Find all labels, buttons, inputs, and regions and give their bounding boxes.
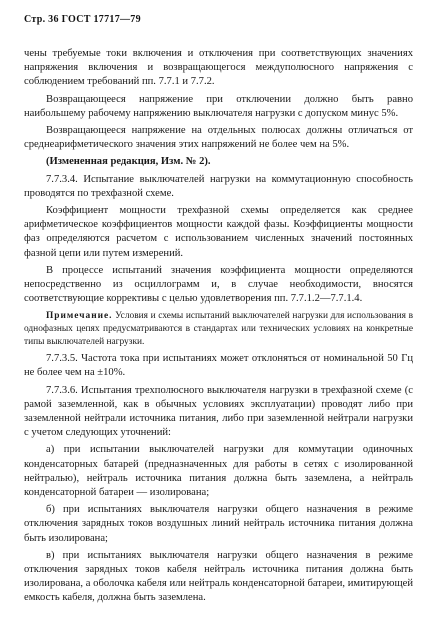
list-item-b: б) при испытаниях выключателя нагрузки общего назначения в режиме отключения зарядных токов воздушных линий нейтраль источника питания должна быть изолирована; bbox=[24, 504, 413, 544]
footnote-label: Примечание. bbox=[46, 311, 113, 322]
paragraph-return-voltage: Возвращающееся напряжение при отключении должно быть равно наибольшему рабочему напряжению выключателя нагрузки с допуском минус 5%. bbox=[24, 93, 413, 119]
footnote bbox=[24, 310, 413, 348]
list-item-c: в) при испытаниях выключателя нагрузки общего назначения в режиме отключения зарядных токов кабеля нейтраль источника питания должна быть изолирована, а оболочка кабеля или нейтраль конденсаторной батареи, имитирующей емкость кабеля, должна быть заземлена. bbox=[24, 549, 413, 604]
page-header: Стр. 36 ГОСТ 17717—79 bbox=[24, 14, 141, 25]
paragraph-oscillograms: В процессе испытаний значения коэффициента мощности определяются непосредственно из осциллограмм и, в случае необходимости, вносятся соответствующие коррективы с целью удовлетворения пп. 7.7.1.2—7.7.1.4. bbox=[24, 264, 413, 305]
paragraph-7-7-3-5: 7.7.3.5. Частота тока при испытаниях может отклоняться от номинальной 50 Гц не более чем на ±10%. bbox=[24, 353, 413, 379]
revision-note: (Измененная редакция, Изм. № 2). bbox=[46, 156, 211, 168]
footnote-text: Условия и схемы испытаний выключателей нагрузки для использования в однофазных цепях предусматриваются в стандартах или технических условиях на конкретные типы выключателей нагрузки. bbox=[24, 311, 413, 347]
list-item-a: а) при испытании выключателей нагрузки для коммутации одиночных конденсаторных батарей (предназначенных для работы в сетях с изолированной нейтралью), нейтраль источника питания должна быть заземлена, а нейтраль конденсаторной батареи — изолирована; bbox=[24, 444, 413, 499]
paragraph-7-7-3-6: 7.7.3.6. Испытания трехполюсного выключателя нагрузки в трехфазной схеме (с рамой заземленной, как в обычных условиях эксплуатации) проводят либо при заземленной нейтрали источника питания, либо при заземленной нейтрали нагрузки с учетом следующих уточнений: bbox=[24, 384, 413, 439]
paragraph-continuation: чены требуемые токи включения и отключения при соответствующих значениях напряжения включения и возвращающегося междуполюсного напряжения с соблюдением требований пп. 7.7.1 и 7.7.2. bbox=[24, 48, 413, 88]
paragraph-power-factor: Коэффициент мощности трехфазной схемы определяется как среднее арифметическое коэффициентов мощности каждой фазы. Коэффициенты мощности фаз определяются расчетом с использованием численных значений постоянных фазной цепи или путем измерений. bbox=[24, 205, 413, 259]
paragraph-7-7-3-4: 7.7.3.4. Испытание выключателей нагрузки на коммутационную способность проводятся по трехфазной схеме. bbox=[24, 173, 413, 199]
paragraph-pole-voltage: Возвращающееся напряжение на отдельных полюсах должны отличаться от среднеарифметического значения этих напряжений не более чем на 5%. bbox=[24, 125, 413, 151]
